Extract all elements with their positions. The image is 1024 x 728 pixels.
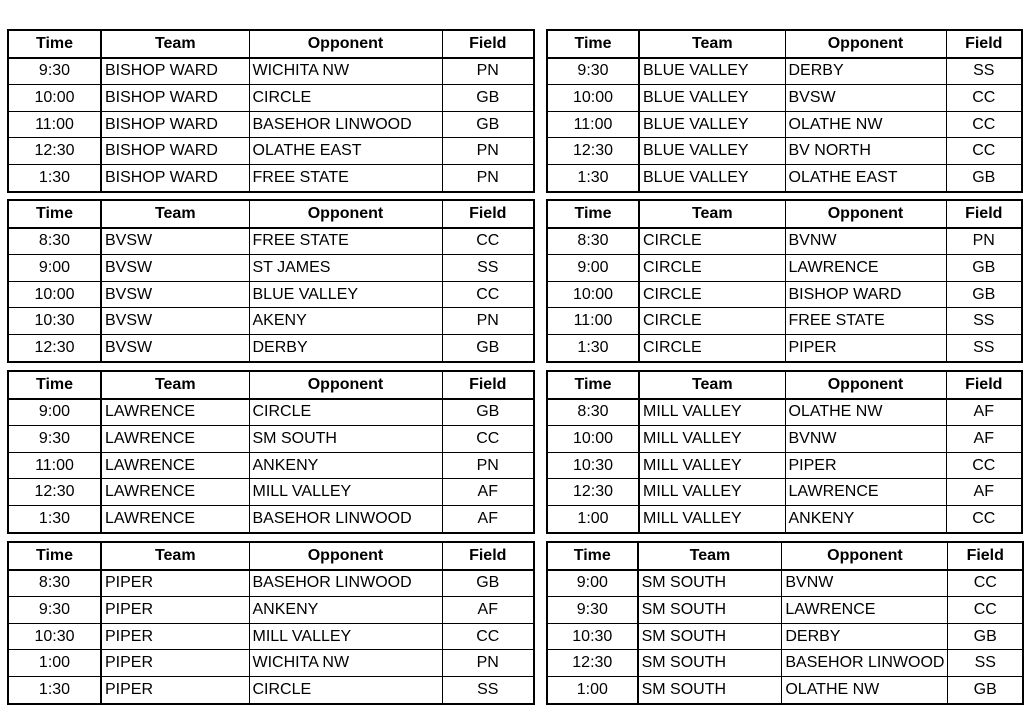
schedule-table bbox=[7, 29, 535, 193]
opponent-cell: FREE STATE bbox=[785, 308, 946, 335]
opponent-cell: LAWRENCE bbox=[782, 597, 948, 624]
time-cell: 10:00 bbox=[547, 426, 639, 453]
field-cell: GB bbox=[946, 255, 1022, 282]
table-row bbox=[547, 281, 1022, 308]
team-cell: BLUE VALLEY bbox=[639, 138, 785, 165]
table-row bbox=[547, 334, 1022, 361]
opponent-cell: DERBY bbox=[785, 58, 946, 85]
team-cell: BVSW bbox=[101, 228, 249, 255]
schedule-table bbox=[546, 370, 1023, 534]
schedule-table bbox=[7, 541, 535, 705]
field-cell: CC bbox=[442, 228, 534, 255]
table-row bbox=[8, 597, 534, 624]
field-cell: CC bbox=[442, 426, 534, 453]
opponent-cell: SM SOUTH bbox=[249, 426, 442, 453]
time-cell: 12:30 bbox=[547, 479, 639, 506]
opponent-cell: OLATHE NW bbox=[785, 111, 946, 138]
table-row bbox=[8, 111, 534, 138]
field-cell: AF bbox=[946, 479, 1022, 506]
table-row bbox=[8, 228, 534, 255]
team-cell: MILL VALLEY bbox=[639, 452, 785, 479]
field-cell: PN bbox=[442, 650, 534, 677]
time-cell: 10:00 bbox=[547, 281, 639, 308]
table-row bbox=[547, 426, 1022, 453]
opponent-cell: BV NORTH bbox=[785, 138, 946, 165]
team-cell: PIPER bbox=[101, 597, 249, 624]
opponent-cell: CIRCLE bbox=[249, 676, 442, 703]
team-cell: PIPER bbox=[101, 570, 249, 597]
field-cell: PN bbox=[946, 228, 1022, 255]
opponent-cell: BASEHOR LINWOOD bbox=[249, 111, 442, 138]
table-row bbox=[547, 138, 1022, 165]
team-cell: BISHOP WARD bbox=[101, 164, 249, 191]
table-row bbox=[8, 676, 534, 703]
opponent-cell: BISHOP WARD bbox=[785, 281, 946, 308]
table-row bbox=[8, 334, 534, 361]
table-row bbox=[547, 676, 1023, 703]
opponent-cell: FREE STATE bbox=[249, 164, 442, 191]
team-cell: SM SOUTH bbox=[638, 623, 782, 650]
schedule-table bbox=[7, 199, 535, 363]
time-cell: 8:30 bbox=[547, 399, 639, 426]
field-cell: GB bbox=[442, 399, 534, 426]
header-row bbox=[8, 542, 534, 570]
table-row bbox=[8, 650, 534, 677]
field-cell: PN bbox=[442, 308, 534, 335]
opponent-cell: BVNW bbox=[782, 570, 948, 597]
field-cell: GB bbox=[948, 623, 1023, 650]
opponent-cell: MILL VALLEY bbox=[249, 479, 442, 506]
field-cell: CC bbox=[946, 505, 1022, 532]
field-cell: AF bbox=[946, 426, 1022, 453]
field-cell: CC bbox=[946, 85, 1022, 112]
opponent-cell: OLATHE EAST bbox=[785, 164, 946, 191]
time-cell: 1:30 bbox=[8, 676, 101, 703]
time-cell: 1:00 bbox=[547, 505, 639, 532]
team-cell: PIPER bbox=[101, 676, 249, 703]
team-cell: SM SOUTH bbox=[638, 650, 782, 677]
header-row bbox=[547, 200, 1022, 228]
team-cell: LAWRENCE bbox=[101, 452, 249, 479]
field-cell: CC bbox=[946, 111, 1022, 138]
column-header-opponent: Opponent bbox=[782, 542, 948, 570]
team-cell: MILL VALLEY bbox=[639, 505, 785, 532]
team-cell: BISHOP WARD bbox=[101, 85, 249, 112]
opponent-cell: LAWRENCE bbox=[785, 479, 946, 506]
time-cell: 9:30 bbox=[8, 58, 101, 85]
time-cell: 1:00 bbox=[8, 650, 101, 677]
team-cell: BVSW bbox=[101, 281, 249, 308]
time-cell: 10:00 bbox=[8, 85, 101, 112]
column-header-team: Team bbox=[101, 200, 249, 228]
table-row bbox=[8, 570, 534, 597]
table-row bbox=[8, 58, 534, 85]
time-cell: 9:00 bbox=[547, 255, 639, 282]
team-cell: CIRCLE bbox=[639, 228, 785, 255]
column-header-opponent: Opponent bbox=[785, 371, 946, 399]
table-row bbox=[8, 479, 534, 506]
time-cell: 8:30 bbox=[8, 570, 101, 597]
opponent-cell: BVNW bbox=[785, 228, 946, 255]
time-cell: 10:00 bbox=[8, 281, 101, 308]
time-cell: 8:30 bbox=[547, 228, 639, 255]
table-row bbox=[547, 479, 1022, 506]
field-cell: AF bbox=[442, 505, 534, 532]
table-row bbox=[8, 623, 534, 650]
column-header-team: Team bbox=[639, 30, 785, 58]
team-cell: BISHOP WARD bbox=[101, 111, 249, 138]
column-header-time: Time bbox=[8, 371, 101, 399]
opponent-cell: BASEHOR LINWOOD bbox=[249, 505, 442, 532]
team-cell: BISHOP WARD bbox=[101, 58, 249, 85]
column-header-field: Field bbox=[946, 371, 1022, 399]
team-cell: BLUE VALLEY bbox=[639, 85, 785, 112]
table-row bbox=[8, 505, 534, 532]
table-row bbox=[547, 623, 1023, 650]
column-header-time: Time bbox=[547, 200, 639, 228]
team-cell: MILL VALLEY bbox=[639, 479, 785, 506]
table-row bbox=[547, 308, 1022, 335]
opponent-cell: DERBY bbox=[249, 334, 442, 361]
time-cell: 12:30 bbox=[8, 138, 101, 165]
time-cell: 11:00 bbox=[547, 111, 639, 138]
column-header-opponent: Opponent bbox=[249, 30, 442, 58]
column-header-opponent: Opponent bbox=[249, 371, 442, 399]
field-cell: SS bbox=[442, 255, 534, 282]
opponent-cell: BASEHOR LINWOOD bbox=[249, 570, 442, 597]
table-row bbox=[8, 85, 534, 112]
time-cell: 12:30 bbox=[8, 334, 101, 361]
time-cell: 1:30 bbox=[547, 164, 639, 191]
time-cell: 9:30 bbox=[8, 597, 101, 624]
field-cell: SS bbox=[946, 58, 1022, 85]
column-header-team: Team bbox=[101, 371, 249, 399]
time-cell: 12:30 bbox=[8, 479, 101, 506]
time-cell: 11:00 bbox=[547, 308, 639, 335]
field-cell: GB bbox=[442, 85, 534, 112]
opponent-cell: OLATHE NW bbox=[785, 399, 946, 426]
table-row bbox=[547, 570, 1023, 597]
field-cell: SS bbox=[946, 334, 1022, 361]
opponent-cell: BVNW bbox=[785, 426, 946, 453]
team-cell: BLUE VALLEY bbox=[639, 58, 785, 85]
table-row bbox=[547, 597, 1023, 624]
team-cell: BISHOP WARD bbox=[101, 138, 249, 165]
column-header-time: Time bbox=[8, 200, 101, 228]
time-cell: 9:30 bbox=[547, 597, 638, 624]
opponent-cell: DERBY bbox=[782, 623, 948, 650]
header-row bbox=[8, 30, 534, 58]
column-header-field: Field bbox=[946, 200, 1022, 228]
opponent-cell: CIRCLE bbox=[249, 399, 442, 426]
field-cell: GB bbox=[442, 334, 534, 361]
time-cell: 8:30 bbox=[8, 228, 101, 255]
opponent-cell: LAWRENCE bbox=[785, 255, 946, 282]
time-cell: 10:30 bbox=[547, 452, 639, 479]
table-row bbox=[547, 650, 1023, 677]
field-cell: SS bbox=[948, 650, 1023, 677]
table-row bbox=[8, 164, 534, 191]
team-cell: BVSW bbox=[101, 308, 249, 335]
field-cell: PN bbox=[442, 138, 534, 165]
field-cell: SS bbox=[946, 308, 1022, 335]
time-cell: 1:30 bbox=[8, 505, 101, 532]
header-row bbox=[8, 200, 534, 228]
table-row bbox=[547, 399, 1022, 426]
field-cell: PN bbox=[442, 452, 534, 479]
column-header-time: Time bbox=[547, 30, 639, 58]
team-cell: BLUE VALLEY bbox=[639, 164, 785, 191]
team-cell: MILL VALLEY bbox=[639, 399, 785, 426]
time-cell: 1:30 bbox=[8, 164, 101, 191]
table-row bbox=[8, 452, 534, 479]
column-header-opponent: Opponent bbox=[785, 30, 946, 58]
time-cell: 10:30 bbox=[8, 623, 101, 650]
time-cell: 10:00 bbox=[547, 85, 639, 112]
team-cell: BVSW bbox=[101, 255, 249, 282]
opponent-cell: ANKENY bbox=[249, 452, 442, 479]
team-cell: SM SOUTH bbox=[638, 676, 782, 703]
column-header-team: Team bbox=[639, 371, 785, 399]
field-cell: GB bbox=[948, 676, 1023, 703]
team-cell: LAWRENCE bbox=[101, 505, 249, 532]
field-cell: CC bbox=[442, 281, 534, 308]
column-header-opponent: Opponent bbox=[249, 200, 442, 228]
column-header-team: Team bbox=[638, 542, 782, 570]
table-row bbox=[8, 281, 534, 308]
team-cell: CIRCLE bbox=[639, 334, 785, 361]
column-header-field: Field bbox=[948, 542, 1023, 570]
schedule-table bbox=[546, 541, 1024, 705]
column-header-team: Team bbox=[101, 542, 249, 570]
time-cell: 9:00 bbox=[8, 399, 101, 426]
table-row bbox=[8, 426, 534, 453]
team-cell: CIRCLE bbox=[639, 281, 785, 308]
column-header-field: Field bbox=[946, 30, 1022, 58]
opponent-cell: WICHITA NW bbox=[249, 58, 442, 85]
field-cell: CC bbox=[948, 597, 1023, 624]
table-row bbox=[8, 399, 534, 426]
column-header-time: Time bbox=[547, 542, 638, 570]
header-row bbox=[8, 371, 534, 399]
time-cell: 9:30 bbox=[547, 58, 639, 85]
team-cell: LAWRENCE bbox=[101, 426, 249, 453]
time-cell: 1:30 bbox=[547, 334, 639, 361]
team-cell: MILL VALLEY bbox=[639, 426, 785, 453]
opponent-cell: BASEHOR LINWOOD bbox=[782, 650, 948, 677]
opponent-cell: FREE STATE bbox=[249, 228, 442, 255]
opponent-cell: MILL VALLEY bbox=[249, 623, 442, 650]
opponent-cell: ANKENY bbox=[785, 505, 946, 532]
field-cell: GB bbox=[946, 281, 1022, 308]
schedule-table bbox=[546, 29, 1023, 193]
team-cell: CIRCLE bbox=[639, 255, 785, 282]
field-cell: GB bbox=[946, 164, 1022, 191]
field-cell: CC bbox=[946, 138, 1022, 165]
schedule-table bbox=[546, 199, 1023, 363]
column-header-team: Team bbox=[639, 200, 785, 228]
field-cell: SS bbox=[442, 676, 534, 703]
table-row bbox=[547, 452, 1022, 479]
column-header-field: Field bbox=[442, 371, 534, 399]
column-header-team: Team bbox=[101, 30, 249, 58]
opponent-cell: OLATHE EAST bbox=[249, 138, 442, 165]
field-cell: PN bbox=[442, 164, 534, 191]
opponent-cell: BVSW bbox=[785, 85, 946, 112]
opponent-cell: ST JAMES bbox=[249, 255, 442, 282]
table-row bbox=[547, 255, 1022, 282]
opponent-cell: PIPER bbox=[785, 334, 946, 361]
opponent-cell: WICHITA NW bbox=[249, 650, 442, 677]
table-row bbox=[547, 164, 1022, 191]
team-cell: PIPER bbox=[101, 650, 249, 677]
field-cell: PN bbox=[442, 58, 534, 85]
time-cell: 9:00 bbox=[547, 570, 638, 597]
time-cell: 10:30 bbox=[8, 308, 101, 335]
team-cell: SM SOUTH bbox=[638, 570, 782, 597]
schedule-table bbox=[7, 370, 535, 534]
field-cell: AF bbox=[442, 479, 534, 506]
table-row bbox=[547, 228, 1022, 255]
time-cell: 10:30 bbox=[547, 623, 638, 650]
table-row bbox=[547, 505, 1022, 532]
table-row bbox=[8, 138, 534, 165]
opponent-cell: BLUE VALLEY bbox=[249, 281, 442, 308]
time-cell: 12:30 bbox=[547, 650, 638, 677]
team-cell: BVSW bbox=[101, 334, 249, 361]
time-cell: 11:00 bbox=[8, 111, 101, 138]
column-header-field: Field bbox=[442, 542, 534, 570]
time-cell: 11:00 bbox=[8, 452, 101, 479]
team-cell: LAWRENCE bbox=[101, 399, 249, 426]
field-cell: GB bbox=[442, 570, 534, 597]
time-cell: 12:30 bbox=[547, 138, 639, 165]
header-row bbox=[547, 30, 1022, 58]
column-header-opponent: Opponent bbox=[249, 542, 442, 570]
opponent-cell: CIRCLE bbox=[249, 85, 442, 112]
column-header-time: Time bbox=[547, 371, 639, 399]
column-header-time: Time bbox=[8, 542, 101, 570]
column-header-opponent: Opponent bbox=[785, 200, 946, 228]
column-header-field: Field bbox=[442, 200, 534, 228]
table-row bbox=[547, 58, 1022, 85]
opponent-cell: OLATHE NW bbox=[782, 676, 948, 703]
field-cell: AF bbox=[946, 399, 1022, 426]
table-row bbox=[8, 308, 534, 335]
field-cell: CC bbox=[948, 570, 1023, 597]
table-row bbox=[8, 255, 534, 282]
opponent-cell: PIPER bbox=[785, 452, 946, 479]
time-cell: 1:00 bbox=[547, 676, 638, 703]
column-header-time: Time bbox=[8, 30, 101, 58]
table-row bbox=[547, 111, 1022, 138]
table-row bbox=[547, 85, 1022, 112]
column-header-field: Field bbox=[442, 30, 534, 58]
team-cell: BLUE VALLEY bbox=[639, 111, 785, 138]
time-cell: 9:00 bbox=[8, 255, 101, 282]
header-row bbox=[547, 542, 1023, 570]
field-cell: CC bbox=[442, 623, 534, 650]
team-cell: PIPER bbox=[101, 623, 249, 650]
opponent-cell: ANKENY bbox=[249, 597, 442, 624]
field-cell: GB bbox=[442, 111, 534, 138]
team-cell: CIRCLE bbox=[639, 308, 785, 335]
header-row bbox=[547, 371, 1022, 399]
opponent-cell: AKENY bbox=[249, 308, 442, 335]
team-cell: LAWRENCE bbox=[101, 479, 249, 506]
team-cell: SM SOUTH bbox=[638, 597, 782, 624]
time-cell: 9:30 bbox=[8, 426, 101, 453]
field-cell: AF bbox=[442, 597, 534, 624]
field-cell: CC bbox=[946, 452, 1022, 479]
